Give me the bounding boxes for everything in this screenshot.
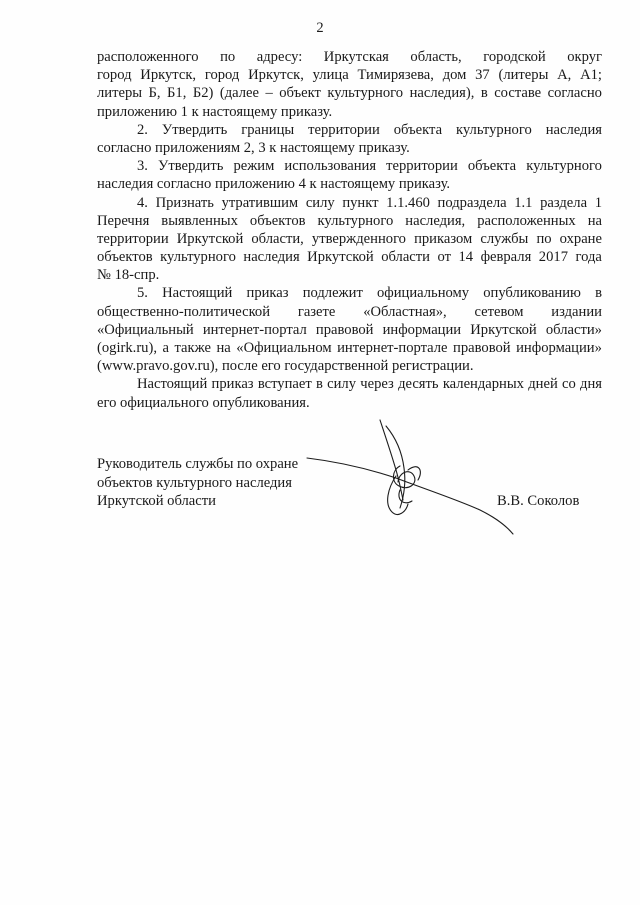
word: культурного (327, 85, 404, 102)
word: правовой (315, 321, 374, 338)
word: режим (233, 158, 275, 175)
word: опубликованию (483, 285, 581, 302)
word: приказ (246, 285, 289, 302)
word: февраля (480, 249, 532, 266)
paragraph-last-line: № 18-спр. (97, 267, 160, 284)
word: территории (308, 121, 380, 138)
word: (ogirk.ru), (97, 340, 157, 356)
signatory-position-line: Иркутской области (97, 493, 216, 509)
word: информации (382, 321, 462, 338)
signatory-position-line: Руководитель службы по охране (97, 456, 299, 472)
word: городской (483, 49, 546, 65)
word: Утвердить (161, 121, 228, 138)
word: составе (494, 85, 542, 102)
word: адресу: (256, 49, 303, 65)
word: дом (442, 67, 467, 84)
word: культурного (317, 212, 394, 229)
word: Б1, (167, 85, 187, 102)
word: «Официальный (97, 321, 194, 338)
word: подраздела (437, 194, 507, 211)
word: в (315, 376, 323, 393)
word: объектов (97, 249, 153, 266)
word: правовой (453, 340, 511, 356)
paragraph-line (97, 121, 602, 139)
word: пункт (342, 194, 379, 211)
signatory-name: В.В. Соколов (497, 493, 580, 509)
paragraph-last-line: (www.pravo.gov.ru), после его государственной регистрации. (97, 358, 474, 375)
word: издании (551, 303, 602, 320)
word: информации» (516, 340, 602, 356)
paragraph-line (97, 66, 602, 84)
word: 3. (137, 158, 148, 175)
word: наследия), (409, 85, 475, 102)
word: – (265, 85, 273, 102)
word: области, (251, 230, 304, 247)
word: Б2) (192, 85, 214, 102)
word: А1; (580, 67, 602, 84)
word: интернет-портал (202, 321, 307, 338)
paragraph-line (97, 48, 602, 66)
word: Иркутская (323, 49, 389, 65)
document-body (97, 48, 602, 412)
word: Иркутск, (248, 67, 304, 84)
word: приказ (211, 376, 254, 393)
word: расположенных (477, 212, 576, 229)
word: 37 (475, 67, 490, 84)
word: Иркутск, (140, 67, 197, 84)
word: сетевом (474, 303, 524, 320)
word: наследия (545, 121, 602, 138)
word: Тимирязева, (357, 67, 434, 84)
word: использования (284, 158, 377, 175)
paragraph-last-line: согласно приложениям 2, 3 к настоящему приказу. (97, 139, 410, 156)
word: культурного (456, 121, 532, 138)
word: утвержденного (311, 230, 406, 247)
paragraph-line (97, 230, 602, 248)
word: Перечня (97, 212, 150, 229)
paragraph-line (97, 303, 602, 321)
signatory-position (97, 455, 298, 511)
word: службы (480, 230, 529, 247)
word: культурного (526, 158, 602, 175)
word: объекта (393, 121, 443, 138)
word: области» (545, 321, 602, 338)
word: объекта (467, 158, 517, 175)
word: на (216, 340, 231, 356)
word: подлежит (302, 285, 363, 302)
word: Настоящий (137, 376, 208, 393)
word: силу (305, 194, 335, 211)
word: приказом (414, 230, 473, 247)
word: территории (97, 230, 169, 247)
word: 14 (458, 249, 474, 266)
paragraph-line (97, 84, 602, 102)
word: по (220, 49, 236, 65)
paragraph-last-line: его официального опубликования. (97, 394, 310, 411)
word: общественно-политической (97, 303, 271, 320)
word: Настоящий (162, 285, 233, 302)
word: объект (279, 85, 321, 102)
word: в (595, 285, 602, 302)
page-number: 2 (316, 20, 324, 36)
word: объектов (249, 212, 306, 229)
signatory-position-line: объектов культурного наследия (97, 474, 292, 491)
word: А, (557, 67, 572, 84)
word: 2017 (538, 249, 568, 266)
word: (далее (219, 85, 259, 102)
word: выявленных (161, 212, 238, 229)
word: культурного (160, 249, 236, 266)
word: «Официальном (236, 340, 332, 356)
paragraph-line (97, 194, 602, 212)
word: дня (580, 376, 602, 393)
word: наследия, (405, 212, 466, 229)
word: округ (567, 49, 602, 65)
word: «Областная», (363, 303, 447, 320)
paragraph-line (97, 248, 602, 266)
word: Утвердить (158, 158, 224, 175)
word: 2. (137, 121, 148, 138)
paragraph-last-line: наследия согласно приложению 4 к настоящему приказу. (97, 176, 451, 193)
word: (литеры (498, 67, 549, 84)
word: Признать (155, 194, 214, 211)
word: официальному (376, 285, 470, 302)
word: утратившим (221, 194, 299, 211)
word: также (174, 340, 211, 356)
word: 1.1 (514, 194, 533, 211)
word: интернет-портале (337, 340, 448, 356)
word: город (97, 67, 132, 84)
word: улица (312, 67, 349, 84)
word: вступает (257, 376, 312, 393)
word: территории (386, 158, 458, 175)
word: а (162, 340, 169, 356)
word: область, (410, 49, 462, 65)
paragraph-line (97, 339, 602, 357)
word: десять (398, 376, 439, 393)
paragraph-line (97, 212, 602, 230)
word: по (536, 230, 552, 247)
word: календарных (442, 376, 524, 393)
word: литеры (97, 85, 143, 102)
word: силу (327, 376, 357, 393)
word: 1.1.460 (386, 194, 430, 211)
word: согласно (547, 85, 602, 102)
paragraph-last-line: приложению 1 к настоящему приказу. (97, 103, 333, 120)
word: город (204, 67, 240, 84)
word: на (587, 212, 602, 229)
word: наследия (243, 249, 300, 266)
word: расположенного (97, 49, 199, 65)
paragraph-line (97, 157, 602, 175)
word: границы (241, 121, 295, 138)
word: года (575, 249, 602, 266)
word: со (562, 376, 576, 393)
word: газете (297, 303, 336, 320)
word: области (381, 249, 430, 266)
word: 1 (594, 194, 602, 211)
paragraph-line (97, 321, 602, 339)
word: от (437, 249, 451, 266)
word: через (360, 376, 394, 393)
word: Иркутской (470, 321, 537, 338)
word: раздела (540, 194, 588, 211)
word: охране (559, 230, 602, 247)
word: Иркутской (307, 249, 374, 266)
word: в (480, 85, 488, 102)
paragraph-line (97, 284, 602, 302)
paragraph-line (97, 375, 602, 393)
word: Б, (148, 85, 161, 102)
word: 4. (137, 194, 148, 211)
word: дней (528, 376, 558, 393)
word: 5. (137, 285, 148, 302)
word: Иркутской (176, 230, 244, 247)
